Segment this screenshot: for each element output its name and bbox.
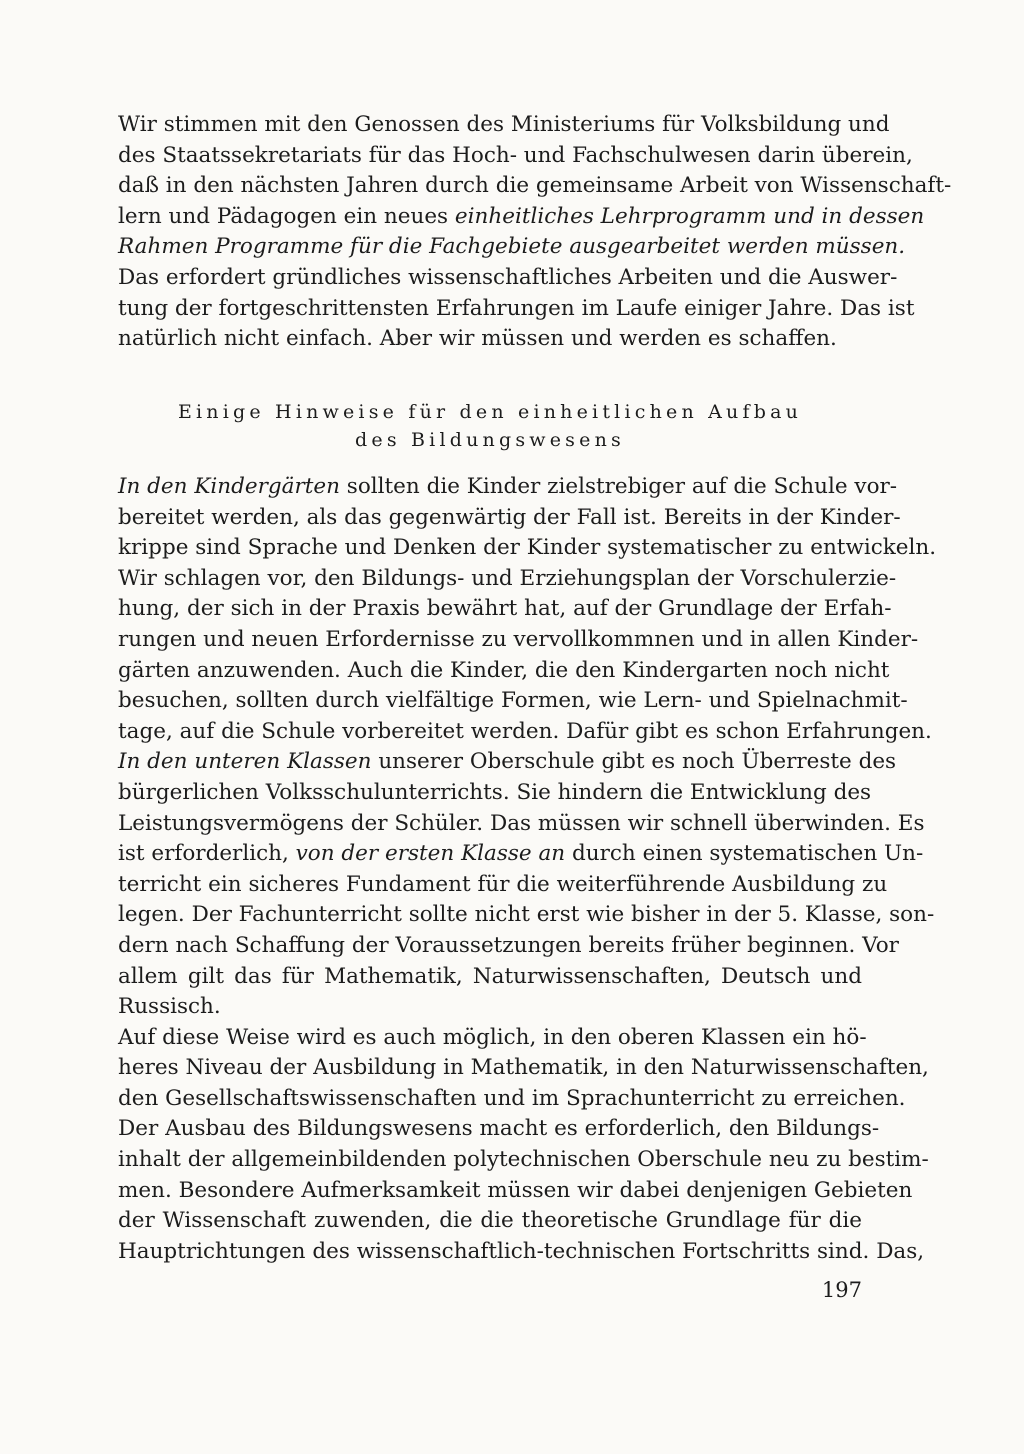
text-line: natürlich nicht einfach. Aber wir müssen und werden es schaffen. [118, 326, 837, 352]
text-line: hung, der sich in der Praxis bewährt hat, auf der Grundlage der Erfah- [118, 596, 892, 622]
text-line: Das erfordert gründliches wissenschaftliches Arbeiten und die Auswer- [118, 264, 898, 290]
main-text [118, 472, 937, 1267]
text-line: In den unteren Klassen unserer Oberschule gibt es noch Überreste des [118, 749, 897, 775]
text-line: Russisch. [118, 994, 221, 1020]
text-line: men. Besondere Aufmerksamkeit müssen wir dabei denjenigen Gebieten [118, 1177, 913, 1203]
text-line: rungen und neuen Erfordernisse zu vervollkommnen und in allen Kinder- [118, 626, 919, 652]
text-line: Hauptrichtungen des wissenschaftlich-technischen Fortschritts sind. Das, [118, 1238, 925, 1264]
text-line: Auf diese Weise wird es auch möglich, in den oberen Klassen ein hö- [118, 1024, 867, 1050]
text-line: gärten anzuwenden. Auch die Kinder, die den Kindergarten noch nicht [118, 657, 890, 683]
text-line: Wir stimmen mit den Genossen des Ministeriums für Volksbildung und [118, 112, 890, 137]
text-line: tung der fortgeschrittensten Erfahrungen im Laufe einiger Jahre. Das ist [118, 295, 915, 321]
section-heading [118, 398, 862, 454]
text-line: Leistungsvermögens der Schüler. Das müssen wir schnell überwinden. Es [118, 810, 925, 836]
section-heading-line-2: des Bildungswesens [355, 429, 625, 451]
text-line: bereitet werden, als das gegenwärtig der Fall ist. Bereits in der Kinder- [118, 504, 901, 530]
text-line: allem gilt das für Mathematik, Naturwissenschaften, Deutsch und [118, 963, 862, 989]
text-line: heres Niveau der Ausbildung in Mathematik, in den Naturwissenschaften, [118, 1055, 929, 1081]
text-line: Wir schlagen vor, den Bildungs- und Erziehungsplan der Vorschulerzie- [118, 565, 897, 591]
paragraph-lower-classes [118, 747, 935, 1022]
text-line: tage, auf die Schule vorbereitet werden. Dafür gibt es schon Erfahrungen. [118, 718, 932, 744]
text-line: terricht ein sicheres Fundament für die weiterführende Ausbildung zu [118, 871, 888, 897]
text-line: den Gesellschaftswissenschaften und im Sprachunterricht zu erreichen. [118, 1085, 906, 1111]
text-line: legen. Der Fachunterricht sollte nicht erst wie bisher in der 5. Klasse, son- [118, 902, 935, 928]
text-line: Der Ausbau des Bildungswesens macht es erforderlich, den Bildungs- [118, 1116, 880, 1142]
text-line: bürgerlichen Volksschulunterrichts. Sie hindern die Entwicklung des [118, 779, 872, 805]
text-line: Rahmen Programme für die Fachgebiete ausgearbeitet werden müssen. [118, 234, 906, 260]
text-line: der Wissenschaft zuwenden, die die theoretische Grundlage für die [118, 1208, 862, 1234]
paragraph-curriculum [118, 1114, 929, 1267]
text-line: In den Kindergärten sollten die Kinder zielstrebiger auf die Schule vor- [118, 474, 898, 499]
text-line: daß in den nächsten Jahren durch die gemeinsame Arbeit von Wissenschaft- [118, 173, 952, 199]
intro-paragraph [118, 110, 952, 355]
section-heading-line-1: Einige Hinweise für den einheitlichen Aufbau [177, 401, 803, 423]
paragraph-kindergarten [118, 472, 937, 747]
text-line: ist erforderlich, von der ersten Klasse an durch einen systematischen Un- [118, 841, 924, 867]
page-number: 197 [821, 1278, 862, 1302]
text-line: dern nach Schaffung der Voraussetzungen bereits früher beginnen. Vor [118, 932, 899, 958]
text-line: besuchen, sollten durch vielfältige Formen, wie Lern- und Spielnachmit- [118, 688, 908, 714]
text-line: inhalt der allgemeinbildenden polytechnischen Oberschule neu zu bestim- [118, 1147, 929, 1173]
text-line: des Staatssekretariats für das Hoch- und Fachschulwesen darin überein, [118, 142, 913, 168]
text-line: krippe sind Sprache und Denken der Kinder systematischer zu entwickeln. [118, 535, 937, 561]
paragraph-upper-classes [118, 1023, 929, 1115]
text-line: lern und Pädagogen ein neues einheitliches Lehrprogramm und in dessen [118, 203, 925, 229]
